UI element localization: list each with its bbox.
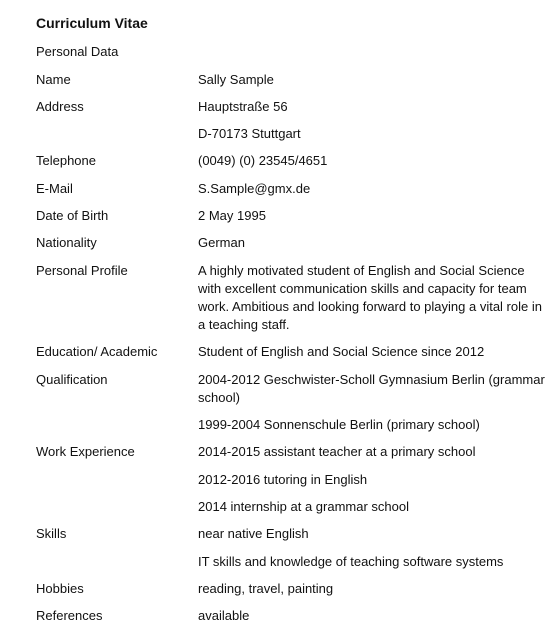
label-dob: Date of Birth bbox=[36, 208, 109, 223]
label-skills: Skills bbox=[36, 526, 67, 541]
value-skills-2: IT skills and knowledge of teaching software systems bbox=[198, 554, 504, 569]
label-education: Education/ Academic bbox=[36, 344, 158, 359]
value-address-line1: Hauptstraße 56 bbox=[198, 99, 288, 114]
value-education: Student of English and Social Science since 2012 bbox=[198, 344, 485, 359]
value-telephone: (0049) (0) 23545/4651 bbox=[198, 153, 328, 168]
value-work-2: 2012-2016 tutoring in English bbox=[198, 472, 368, 487]
value-email: S.Sample@gmx.de bbox=[198, 181, 311, 196]
document-title: Curriculum Vitae bbox=[36, 15, 148, 31]
value-name: Sally Sample bbox=[198, 72, 274, 87]
label-address: Address bbox=[36, 99, 84, 114]
value-nationality: German bbox=[198, 235, 245, 250]
value-qualification-1: 2004-2012 Geschwister-Scholl Gymnasium Berlin (grammar school) bbox=[198, 372, 545, 405]
value-hobbies: reading, travel, painting bbox=[198, 581, 334, 596]
value-address-line2: D-70173 Stuttgart bbox=[198, 126, 301, 141]
label-nationality: Nationality bbox=[36, 235, 97, 250]
label-qualification: Qualification bbox=[36, 372, 108, 387]
label-telephone: Telephone bbox=[36, 153, 96, 168]
value-profile: A highly motivated student of English and Social Science with excellent communication skills and capacity for team work. Ambitious and looking forward to playing a vital role in a teaching staff. bbox=[198, 263, 542, 332]
value-work-1: 2014-2015 assistant teacher at a primary school bbox=[198, 444, 476, 459]
label-hobbies: Hobbies bbox=[36, 581, 84, 596]
label-references: References bbox=[36, 608, 103, 623]
label-profile: Personal Profile bbox=[36, 263, 128, 278]
value-skills-1: near native English bbox=[198, 526, 309, 541]
label-work: Work Experience bbox=[36, 444, 135, 459]
value-qualification-2: 1999-2004 Sonnenschule Berlin (primary school) bbox=[198, 417, 480, 432]
section-heading-personal-data: Personal Data bbox=[36, 44, 119, 59]
label-email: E-Mail bbox=[36, 181, 73, 196]
value-references: available bbox=[198, 608, 250, 623]
value-work-3: 2014 internship at a grammar school bbox=[198, 499, 410, 514]
value-dob: 2 May 1995 bbox=[198, 208, 266, 223]
label-name: Name bbox=[36, 72, 71, 87]
